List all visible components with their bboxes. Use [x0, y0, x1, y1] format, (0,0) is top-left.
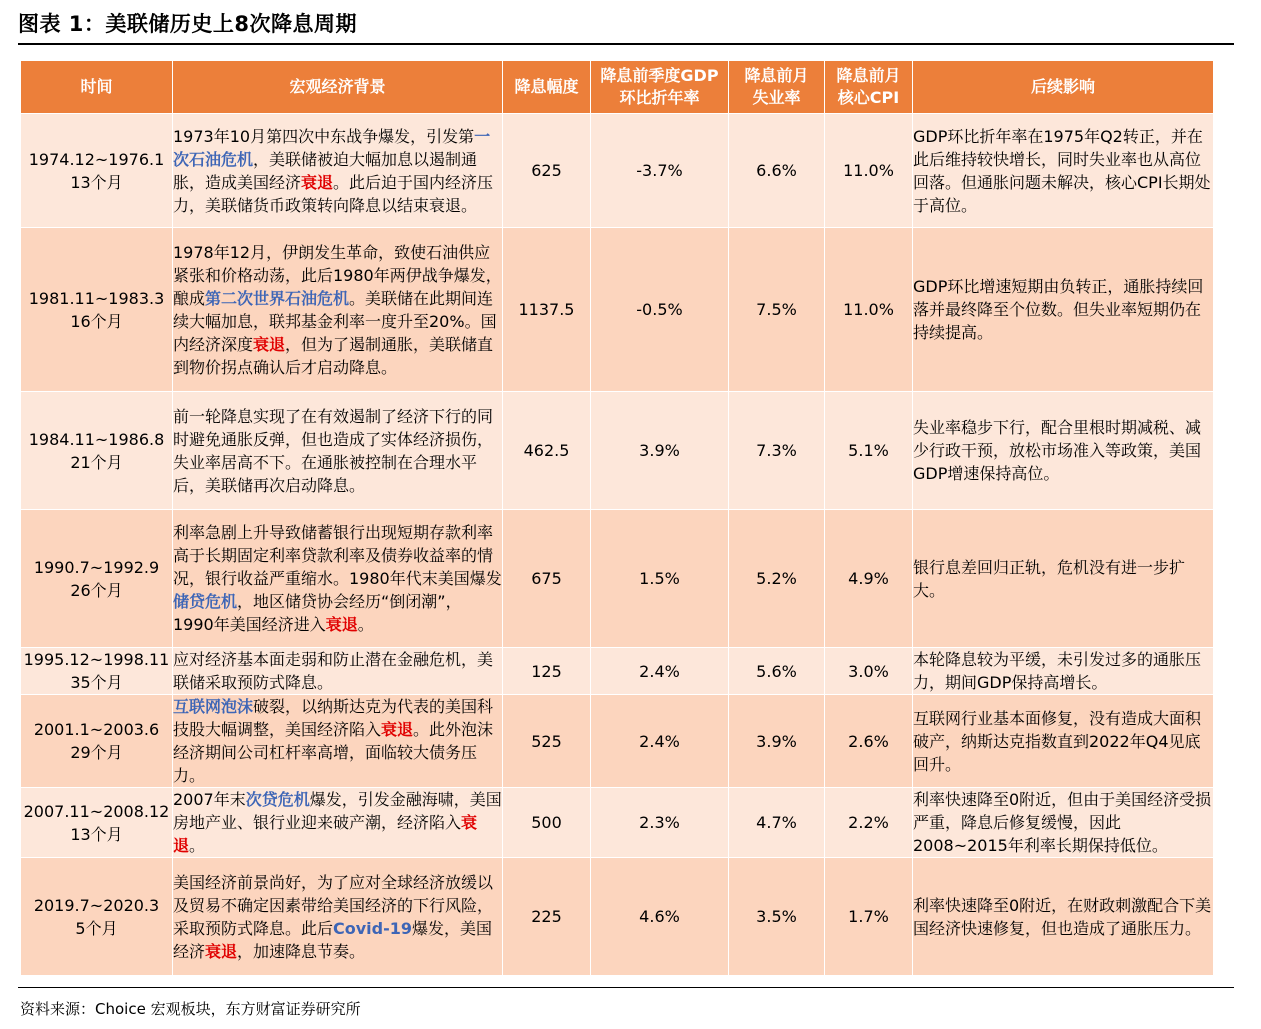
crisis-highlight: 一次石油危机: [173, 126, 491, 169]
background-text: ，地区储贷协会经历“倒闭潮”，1990年美国经济进入: [173, 592, 462, 634]
cell-gdp: 1.5%: [591, 510, 729, 648]
cell-core-cpi: 1.7%: [825, 858, 913, 976]
recession-highlight: 衰退: [325, 615, 358, 634]
cell-core-cpi: 2.2%: [825, 788, 913, 858]
background-text: 。: [357, 615, 374, 634]
crisis-highlight: 第二次世界石油危机: [205, 288, 350, 308]
cell-impact: GDP环比折年率在1975年Q2转正，并在此后维持较快增长，同时失业率也从高位回落。但通胀问题未解决，核心CPI长期处于高位。: [913, 114, 1214, 228]
cell-impact: GDP环比增速短期由负转正，通胀持续回落并最终降至个位数。但失业率短期仍在持续提高。: [913, 228, 1214, 392]
cell-gdp: 2.4%: [591, 648, 729, 695]
cell-cut: 625: [503, 114, 591, 228]
cell-impact: 利率快速降至0附近，在财政刺激配合下美国经济快速修复，但也造成了通胀压力。: [913, 858, 1214, 976]
cell-gdp: 3.9%: [591, 392, 729, 510]
cell-gdp: 2.3%: [591, 788, 729, 858]
duration: 35个月: [70, 673, 123, 692]
duration: 5个月: [75, 918, 118, 938]
recession-highlight: 衰退: [253, 334, 286, 354]
cell-background: [173, 392, 503, 510]
header-cut: 降息幅度: [503, 61, 591, 114]
cell-impact: 利率快速降至0附近，但由于美国经济受损严重，降息后修复缓慢，因此2008~2015年利率长期保持低位。: [913, 788, 1214, 858]
cell-background: [173, 858, 503, 976]
background-text: 2007年末: [173, 790, 246, 809]
cell-cut: 225: [503, 858, 591, 976]
cell-cut: 500: [503, 788, 591, 858]
table-row: [21, 648, 1214, 695]
background-text: 应对经济基本面走弱和防止潜在金融危机，美联储采取预防式降息。: [173, 650, 494, 692]
header-impact: 后续影响: [913, 61, 1214, 114]
cell-time: [21, 114, 173, 228]
recession-highlight: 衰退: [381, 720, 414, 739]
period: 1990.7~1992.9: [33, 557, 160, 577]
header-unemployment-line2: 失业率: [752, 88, 801, 107]
background-text: 。此外泡沫经济期间公司杠杆率高增，面临较大债务压力。: [173, 720, 494, 785]
cell-core-cpi: 11.0%: [825, 228, 913, 392]
cell-time: [21, 695, 173, 788]
table-row: [21, 858, 1214, 976]
cell-impact: 本轮降息较为平缓，未引发过多的通胀压力，期间GDP保持高增长。: [913, 648, 1214, 695]
header-time: 时间: [21, 61, 173, 114]
cell-time: [21, 858, 173, 976]
cell-core-cpi: 4.9%: [825, 510, 913, 648]
cell-cut: 462.5: [503, 392, 591, 510]
cell-core-cpi: 3.0%: [825, 648, 913, 695]
cell-cut: 525: [503, 695, 591, 788]
cell-unemployment: 6.6%: [729, 114, 825, 228]
header-row: [21, 61, 1214, 114]
period: 1974.12~1976.1: [28, 149, 165, 169]
crisis-highlight: 互联网泡沫: [173, 697, 254, 716]
recession-highlight: 衰退: [301, 172, 334, 192]
header-core-cpi-line2: 核心CPI: [837, 88, 900, 107]
period: 2019.7~2020.3: [33, 895, 160, 915]
period: 1984.11~1986.8: [28, 429, 165, 449]
cell-unemployment: 7.5%: [729, 228, 825, 392]
period: 2007.11~2008.12: [23, 801, 170, 821]
figure-title: 图表 1：美联储历史上8次降息周期: [18, 12, 358, 36]
period: 1981.11~1983.3: [28, 288, 165, 308]
cell-impact: 银行息差回归正轨，危机没有进一步扩大。: [913, 510, 1214, 648]
background-text: 破裂，以纳斯达克为代表的美国科技股大幅调整，美国经济陷入: [173, 697, 494, 739]
background-text: 。美联储在此期间连续大幅加息，联邦基金利率一度升至20%。国内经济深度: [173, 288, 497, 354]
cell-core-cpi: 11.0%: [825, 114, 913, 228]
cell-gdp: -3.7%: [591, 114, 729, 228]
recession-highlight: 衰退: [205, 941, 238, 961]
duration: 21个月: [70, 452, 123, 472]
cell-core-cpi: 2.6%: [825, 695, 913, 788]
cell-cut: 125: [503, 648, 591, 695]
period: 2001.1~2003.6: [33, 720, 160, 739]
cell-cut: 675: [503, 510, 591, 648]
background-text: ，加速降息节奏。: [237, 941, 366, 961]
background-text: 。: [189, 836, 206, 855]
cell-unemployment: 5.6%: [729, 648, 825, 695]
background-text: 爆发，美国经济: [173, 918, 493, 961]
table-row: [21, 695, 1214, 788]
cell-background: [173, 114, 503, 228]
title-divider: [18, 43, 1234, 45]
background-text: 爆发，引发金融海啸，美国房地产业、银行业迎来破产潮，经济陷入: [173, 790, 502, 832]
header-unemployment-line1: 降息前月: [744, 66, 809, 85]
rate-cut-cycles-table: [20, 60, 1214, 976]
cell-gdp: 4.6%: [591, 858, 729, 976]
duration: 13个月: [70, 172, 123, 192]
duration: 26个月: [70, 580, 123, 600]
cell-background: [173, 788, 503, 858]
recession-highlight: 衰退: [173, 813, 478, 855]
table-row: [21, 392, 1214, 510]
crisis-highlight: Covid-19: [333, 918, 413, 938]
header-gdp: [591, 61, 729, 114]
cell-unemployment: 3.5%: [729, 858, 825, 976]
source-note: 资料来源：Choice 宏观板块，东方财富证券研究所: [20, 1000, 361, 1018]
cell-core-cpi: 5.1%: [825, 392, 913, 510]
cell-impact: 互联网行业基本面修复，没有造成大面积破产，纳斯达克指数直到2022年Q4见底回升。: [913, 695, 1214, 788]
cell-background: [173, 648, 503, 695]
cell-time: [21, 648, 173, 695]
table-row: [21, 788, 1214, 858]
header-unemployment: [729, 61, 825, 114]
table-row: [21, 114, 1214, 228]
crisis-highlight: 次贷危机: [245, 790, 310, 809]
cell-time: [21, 788, 173, 858]
cell-impact: 失业率稳步下行，配合里根时期减税、减少行政干预，放松市场准入等政策，美国GDP增速保持高位。: [913, 392, 1214, 510]
cell-cut: 1137.5: [503, 228, 591, 392]
cell-background: [173, 228, 503, 392]
background-text: 1973年10月第四次中东战争爆发，引发第: [173, 126, 475, 146]
cell-unemployment: 3.9%: [729, 695, 825, 788]
header-gdp-line1: 降息前季度GDP: [600, 66, 719, 85]
crisis-highlight: 储贷危机: [173, 592, 238, 611]
background-text: 利率急剧上升导致储蓄银行出现短期存款利率高于长期固定利率贷款利率及债券收益率的情况，银行收益严重缩水。1980年代末美国爆发: [173, 523, 502, 588]
cell-time: [21, 510, 173, 648]
background-text: 。此后迫于国内经济压力，美联储货币政策转向降息以结束衰退。: [173, 172, 494, 215]
table-row: [21, 510, 1214, 648]
source-divider: [18, 987, 1234, 988]
cell-gdp: 2.4%: [591, 695, 729, 788]
background-text: ，但为了遏制通胀，美联储直到物价拐点确认后才启动降息。: [173, 334, 494, 377]
cell-background: [173, 510, 503, 648]
cell-time: [21, 392, 173, 510]
duration: 16个月: [70, 311, 123, 331]
header-gdp-line2: 环比折年率: [619, 88, 700, 107]
cell-time: [21, 228, 173, 392]
cell-unemployment: 7.3%: [729, 392, 825, 510]
header-background: 宏观经济背景: [173, 61, 503, 114]
duration: 29个月: [70, 743, 123, 762]
table-body: [21, 114, 1214, 976]
cell-unemployment: 5.2%: [729, 510, 825, 648]
background-text: ，美联储被迫大幅加息以遏制通胀，造成美国经济: [173, 149, 478, 192]
background-text: 美国经济前景尚好，为了应对全球经济放缓以及贸易不确定因素带给美国经济的下行风险，采取预防式降息。此后: [173, 872, 494, 938]
background-text: 前一轮降息实现了在有效遏制了经济下行的同时避免通胀反弹，但也造成了实体经济损伤，失业率居高不下。在通胀被控制在合理水平后，美联储再次启动降息。: [173, 406, 494, 495]
cell-unemployment: 4.7%: [729, 788, 825, 858]
background-text: 1978年12月，伊朗发生革命，致使石油供应紧张和价格动荡，此后1980年两伊战争爆发，酿成: [173, 242, 502, 308]
cell-gdp: -0.5%: [591, 228, 729, 392]
header-core-cpi: [825, 61, 913, 114]
header-core-cpi-line1: 降息前月: [836, 66, 901, 85]
duration: 13个月: [70, 824, 123, 844]
cell-background: [173, 695, 503, 788]
period: 1995.12~1998.11: [23, 650, 170, 669]
table-row: [21, 228, 1214, 392]
